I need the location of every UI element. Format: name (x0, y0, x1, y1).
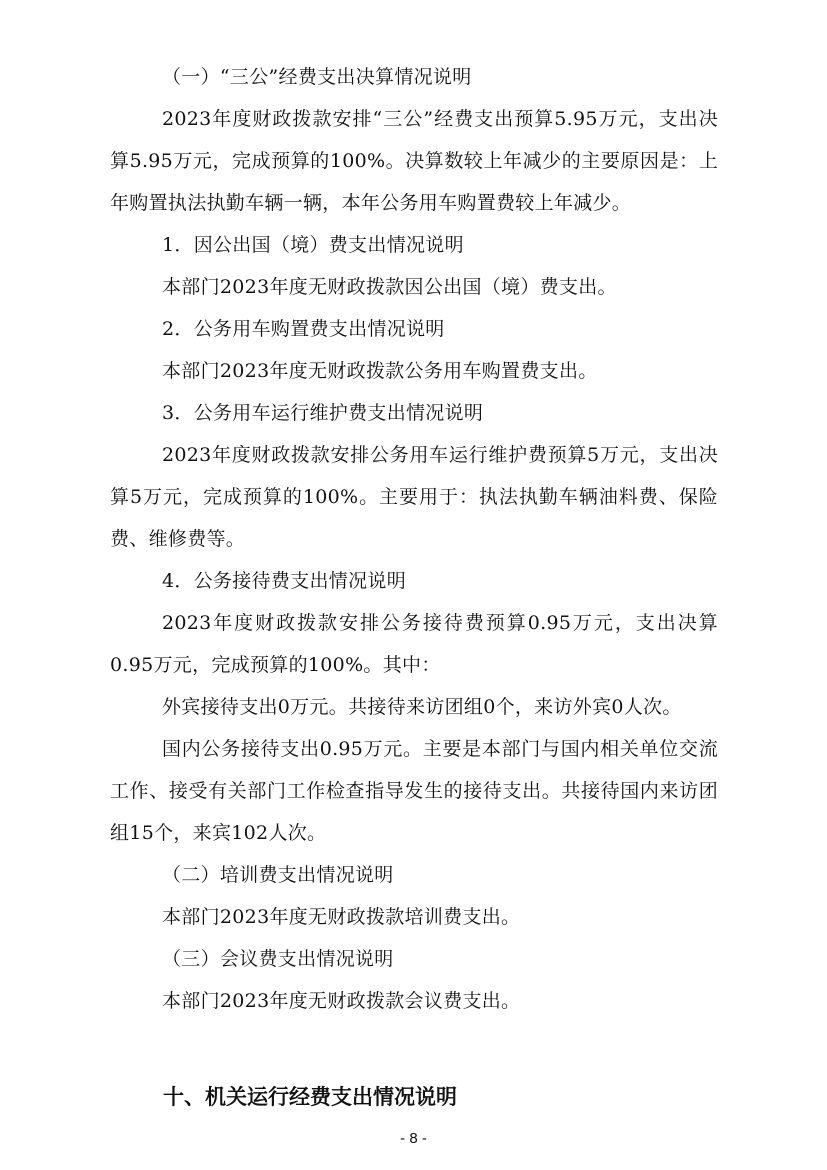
paragraph-three-public-summary: 2023年度财政拨款安排“三公”经费支出预算5.95万元，支出决算5.95万元，完成预算的100%。决算数较上年减少的主要原因是：上年购置执法执勤车辆一辆，本年公务用车购置费较上年减少。 (110, 108, 718, 214)
page-number: - 8 - (400, 1130, 427, 1147)
page-content (110, 56, 718, 1022)
item-heading-vehicle-maintenance: 3．公务用车运行维护费支出情况说明 (162, 402, 484, 424)
paragraph-reception-domestic: 国内公务接待支出0.95万元。主要是本部门与国内相关单位交流工作、接受有关部门工作检查指导发生的接待支出。共接待国内来访团组15个，来宾102人次。 (110, 738, 718, 844)
paragraph-reception-foreign: 外宾接待支出0万元。共接待来访团组0个，来访外宾0人次。 (162, 696, 682, 718)
section-heading-training: （二）培训费支出情况说明 (162, 864, 394, 886)
item-heading-reception: 4．公务接待费支出情况说明 (162, 570, 406, 592)
paragraph-reception-budget: 2023年度财政拨款安排公务接待费预算0.95万元，支出决算0.95万元，完成预算的100%。其中： (110, 612, 718, 676)
paragraph-meeting: 本部门2023年度无财政拨款会议费支出。 (162, 990, 521, 1012)
paragraph-training: 本部门2023年度无财政拨款培训费支出。 (162, 906, 521, 928)
item-heading-overseas: 1．因公出国（境）费支出情况说明 (162, 234, 464, 256)
section-heading-three-public: （一）“三公”经费支出决算情况说明 (162, 66, 472, 88)
paragraph-vehicle-purchase: 本部门2023年度无财政拨款公务用车购置费支出。 (162, 360, 598, 382)
paragraph-vehicle-maintenance: 2023年度财政拨款安排公务用车运行维护费预算5万元，支出决算5万元，完成预算的100%。主要用于：执法执勤车辆油料费、保险费、维修费等。 (110, 444, 718, 550)
item-heading-vehicle-purchase: 2．公务用车购置费支出情况说明 (162, 318, 445, 340)
chapter-heading-operating-expenses: 十、机关运行经费支出情况说明 (163, 1085, 457, 1109)
section-heading-meeting: （三）会议费支出情况说明 (162, 948, 394, 970)
paragraph-overseas: 本部门2023年度无财政拨款因公出国（境）费支出。 (162, 276, 617, 298)
